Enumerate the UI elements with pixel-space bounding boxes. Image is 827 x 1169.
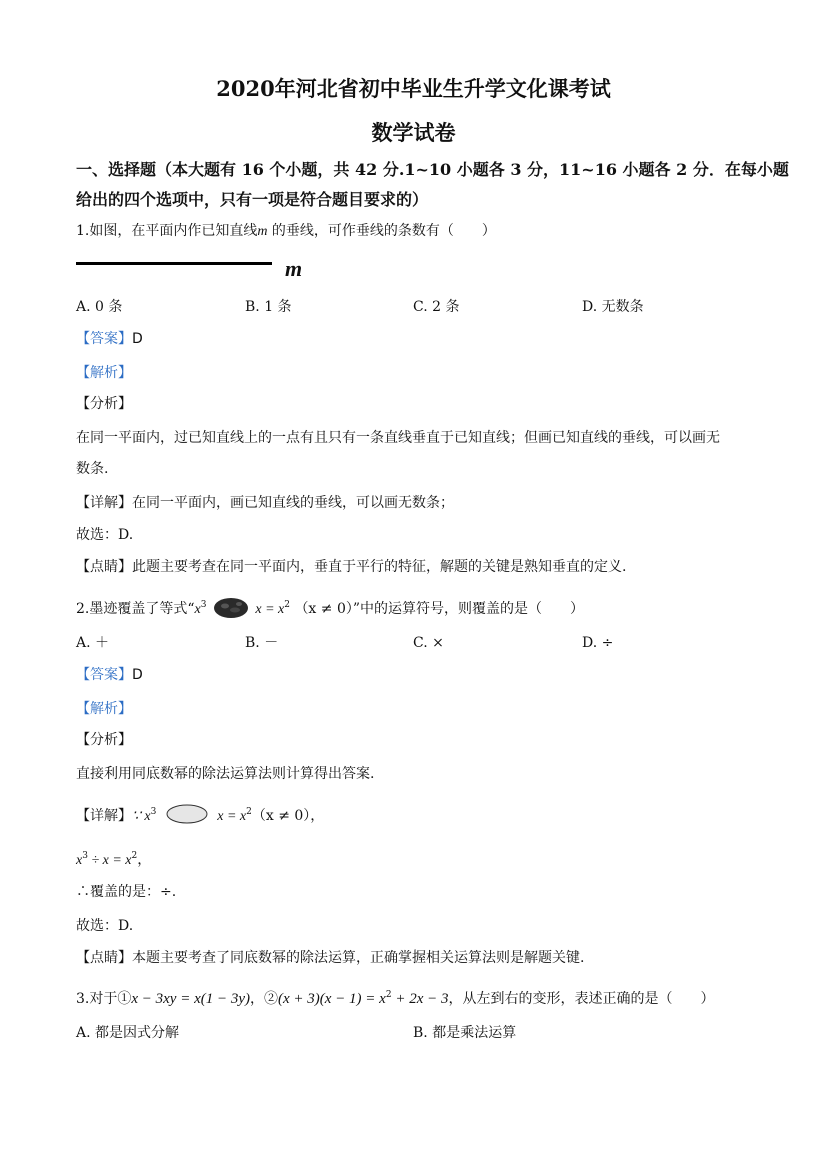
blank-ellipse-icon [165, 803, 209, 825]
q3-expr2: (x + 3)(x − 1) = x [278, 991, 386, 1007]
q3-option-a: A. 都是因式分解 [76, 1025, 180, 1041]
q2-eq-exp2: 2 [131, 851, 138, 861]
q2-option-b: B. － [245, 635, 279, 651]
q2-detail-exp2: 2 [246, 807, 252, 817]
q2-detail-cond: （x ≠ 0）， [251, 808, 325, 824]
q1-comment-text: 此题主要考查在同一平面内，垂直于平行的特征，解题的关键是熟知垂直的定义. [132, 559, 627, 575]
q2-comment-text: 本题主要考查了同底数幂的除法运算，正确掌握相关运算法则是解题关键. [132, 950, 585, 966]
q2-detail-tag: 【详解】 [76, 808, 132, 824]
q2-analysis-tag: 【解析】 [76, 701, 132, 717]
q2-stem-cond: （x ≠ 0） [294, 601, 353, 617]
q1-comment-tag: 【点睛】 [76, 559, 132, 575]
q2-answer-value: D [132, 667, 143, 683]
q3-option-b: B. 都是乘法运算 [413, 1025, 517, 1041]
q1-answer-tag: 【答案】 [76, 331, 132, 347]
q1-choose: 故选：D. [76, 527, 134, 543]
q1-stem-b: 的垂线，可作垂线的条数有（ ） [267, 223, 496, 239]
q2-detail [76, 802, 324, 827]
q2-option-d: D. ÷ [582, 635, 614, 651]
q1-option-d: D. 无数条 [582, 299, 644, 315]
q2-fenxi-text: 直接利用同底数幂的除法运算法则计算得出答案. [76, 766, 375, 782]
q1-stem [76, 221, 496, 242]
q1-stem-var: m [257, 224, 268, 239]
q2-option-c: C. × [413, 635, 444, 651]
q2-stem-mid: x = x [255, 602, 285, 617]
q2-comment [76, 948, 584, 968]
q2-eq-pre: x [76, 853, 83, 868]
q3-stem-mid: ，② [250, 991, 279, 1007]
q1-fenxi-line1: 在同一平面内，过已知直线上的一点有且只有一条直线垂直于已知直线；但画已知直线的垂线，可以画无 [76, 430, 720, 446]
q3-expr1: x − 3xy = x(1 − 3y) [131, 991, 251, 1007]
q2-detail-exp3: 3 [150, 807, 157, 817]
page-title: 2020年河北省初中毕业生升学文化课考试 [216, 76, 611, 101]
q2-option-a: A. ＋ [76, 635, 110, 651]
q2-eq-exp3: 3 [82, 851, 88, 861]
q2-eq-end: ， [137, 852, 152, 868]
q3-stem [76, 985, 714, 1009]
q1-comment [76, 557, 626, 577]
q2-stem-exp3: 3 [200, 600, 207, 610]
ink-blot-icon [213, 597, 249, 619]
q2-comment-tag: 【点睛】 [76, 950, 132, 966]
q1-detail [76, 493, 454, 513]
q1-stem-a: 1.如图，在平面内作已知直线 [76, 223, 258, 239]
q1-detail-text: 在同一平面内，画已知直线的垂线，可以画无数条； [132, 495, 454, 511]
q3-stem-b: ，从左到右的变形，表述正确的是（ ） [448, 991, 715, 1007]
q2-detail-pre: ∵ x [132, 809, 151, 824]
q2-stem-b: ”中的运算符号，则覆盖的是（ ） [352, 601, 585, 617]
q1-figure-line [76, 262, 272, 265]
q2-detail-mid: x = x [217, 809, 247, 824]
q2-stem [76, 595, 584, 620]
q3-stem-a: 3.对于① [76, 991, 132, 1007]
q3-expr2-tail: + 2x − 3 [391, 991, 449, 1007]
q2-stem-a: 2.墨迹覆盖了等式“ [76, 601, 195, 617]
q1-fenxi-tag: 【分析】 [76, 396, 132, 412]
q2-choose: 故选：D. [76, 918, 134, 934]
q1-answer-value: D [132, 331, 143, 347]
q1-analysis-tag: 【解析】 [76, 365, 132, 381]
q2-answer-tag: 【答案】 [76, 667, 132, 683]
q1-fenxi-line2: 数条. [76, 461, 109, 477]
q1-answer [76, 329, 143, 349]
q2-fenxi-tag: 【分析】 [76, 732, 132, 748]
q1-figure-label: m [285, 256, 303, 281]
q3-expr2-exp: 2 [385, 990, 392, 1000]
q2-therefore: ∴覆盖的是：÷. [76, 884, 177, 900]
section-header-line1: 一、选择题（本大题有 16 个小题，共 42 分.1~10 小题各 3 分，11~16 小题各 2 分．在每小题 [76, 160, 789, 179]
q1-option-b: B. 1 条 [245, 299, 292, 315]
page-subtitle: 数学试卷 [371, 120, 456, 145]
q2-eq-mid: ÷ x = x [87, 853, 132, 868]
q2-equation [76, 846, 151, 871]
q2-answer [76, 665, 143, 685]
q1-option-a: A. 0 条 [76, 299, 123, 315]
q2-stem-exp2: 2 [284, 600, 290, 610]
q1-detail-tag: 【详解】 [76, 495, 132, 511]
q2-stem-x: x [194, 602, 201, 617]
q1-option-c: C. 2 条 [413, 299, 460, 315]
section-header-line2: 给出的四个选项中，只有一项是符合题目要求的） [76, 190, 429, 209]
